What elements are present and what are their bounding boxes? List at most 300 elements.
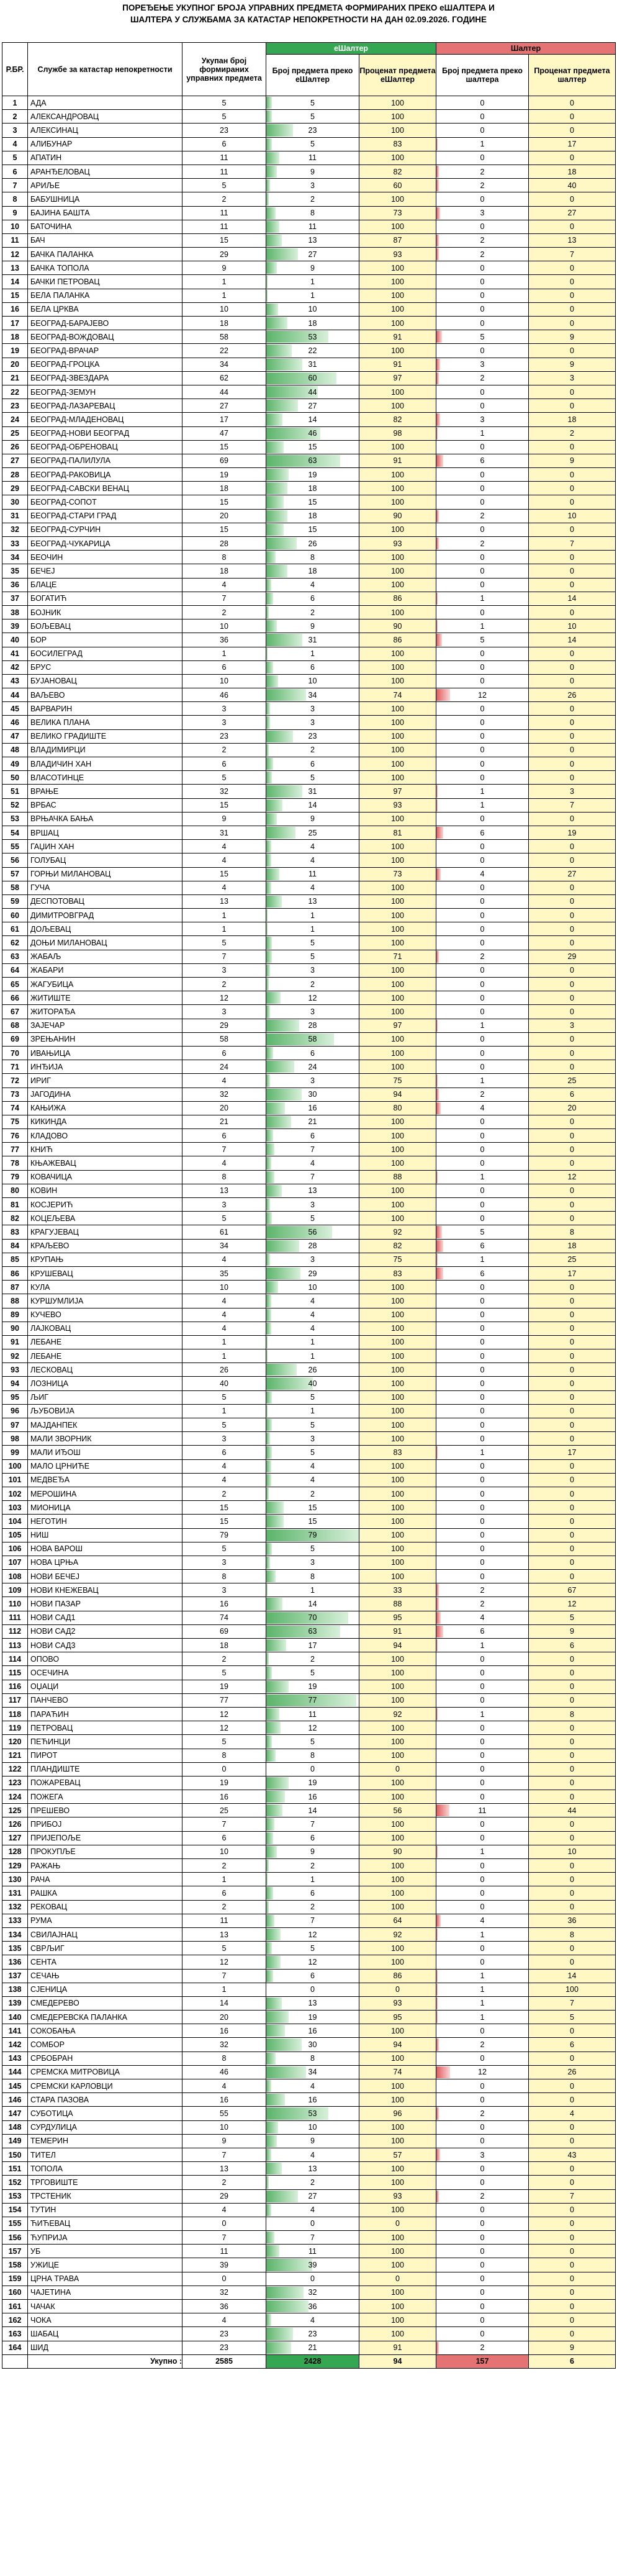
cell-ukupno: 18 bbox=[182, 317, 266, 330]
cell-s-broj: 1 bbox=[436, 426, 529, 440]
esalter-data-bar bbox=[266, 909, 268, 921]
cell-sluzba: ПОЖЕГА bbox=[28, 1790, 182, 1804]
cell-s-proc: 0 bbox=[529, 1418, 616, 1432]
cell-s-proc: 25 bbox=[529, 1253, 616, 1266]
cell-rb: 70 bbox=[2, 1046, 28, 1060]
cell-e-proc: 100 bbox=[359, 1404, 436, 1418]
table-row bbox=[2, 1115, 616, 1128]
cell-ukupno: 7 bbox=[182, 2148, 266, 2161]
cell-sluzba: ПЛАНДИШТЕ bbox=[28, 1762, 182, 1776]
cell-e-proc: 100 bbox=[359, 1212, 436, 1225]
esalter-data-bar bbox=[266, 716, 270, 728]
cell-ukupno: 35 bbox=[182, 1266, 266, 1280]
table-row bbox=[2, 1281, 616, 1294]
cell-e-proc: 100 bbox=[359, 2327, 436, 2341]
cell-e-proc: 93 bbox=[359, 537, 436, 551]
salter-data-bar bbox=[436, 1915, 441, 1927]
cell-s-broj: 0 bbox=[436, 1129, 529, 1143]
salter-data-bar bbox=[436, 1970, 438, 1982]
cell-sluzba: АРИЉЕ bbox=[28, 179, 182, 192]
cell-e-proc: 100 bbox=[359, 1390, 436, 1404]
cell-rb: 50 bbox=[2, 771, 28, 785]
cell-s-broj: 0 bbox=[436, 605, 529, 619]
cell-sluzba: КУЧЕВО bbox=[28, 1308, 182, 1322]
esalter-data-bar bbox=[266, 1474, 271, 1486]
cell-s-proc: 0 bbox=[529, 482, 616, 495]
salter-data-bar bbox=[436, 1846, 438, 1858]
cell-e-proc: 100 bbox=[359, 2093, 436, 2107]
cell-rb: 1 bbox=[2, 96, 28, 110]
cell-s-broj: 11 bbox=[436, 1804, 529, 1817]
cell-s-proc: 25 bbox=[529, 1074, 616, 1088]
esalter-data-bar bbox=[266, 1350, 268, 1362]
cell-e-proc: 100 bbox=[359, 2203, 436, 2217]
cell-s-broj: 12 bbox=[436, 688, 529, 702]
cell-s-proc: 0 bbox=[529, 2313, 616, 2327]
cell-s-broj: 0 bbox=[436, 757, 529, 771]
cell-e-broj: 12 bbox=[266, 1927, 359, 1941]
cell-e-broj: 5 bbox=[266, 1390, 359, 1404]
cell-s-broj: 0 bbox=[436, 1432, 529, 1446]
cell-e-proc: 100 bbox=[359, 578, 436, 592]
cell-rb: 154 bbox=[2, 2203, 28, 2217]
cell-e-proc: 100 bbox=[359, 261, 436, 275]
table-row bbox=[2, 1969, 616, 1983]
cell-s-proc: 0 bbox=[529, 1859, 616, 1873]
cell-s-proc: 0 bbox=[529, 1349, 616, 1363]
cell-rb: 118 bbox=[2, 1707, 28, 1721]
cell-sluzba: СМЕДЕРЕВО bbox=[28, 1996, 182, 2010]
salter-data-bar bbox=[436, 538, 439, 549]
cell-e-broj: 6 bbox=[266, 1831, 359, 1845]
cell-s-broj: 4 bbox=[436, 867, 529, 881]
cell-s-proc: 19 bbox=[529, 826, 616, 839]
cell-rb: 124 bbox=[2, 1790, 28, 1804]
cell-rb: 125 bbox=[2, 1804, 28, 1817]
esalter-data-bar bbox=[266, 1653, 269, 1665]
cell-rb: 99 bbox=[2, 1446, 28, 1459]
cell-e-broj: 3 bbox=[266, 1432, 359, 1446]
table-row bbox=[2, 413, 616, 426]
cell-sluzba: ЉИГ bbox=[28, 1390, 182, 1404]
cell-s-proc: 0 bbox=[529, 151, 616, 164]
esalter-data-bar bbox=[266, 1750, 276, 1762]
cell-e-proc: 57 bbox=[359, 2148, 436, 2161]
cell-s-proc: 0 bbox=[529, 578, 616, 592]
esalter-data-bar bbox=[266, 1626, 340, 1637]
cell-e-proc: 60 bbox=[359, 179, 436, 192]
cell-s-proc: 0 bbox=[529, 757, 616, 771]
cell-sluzba: КУРШУМЛИЈА bbox=[28, 1294, 182, 1308]
table-row bbox=[2, 2258, 616, 2272]
cell-rb: 33 bbox=[2, 537, 28, 551]
cell-e-proc: 100 bbox=[359, 110, 436, 124]
cell-ukupno: 1 bbox=[182, 647, 266, 660]
cell-e-broj: 17 bbox=[266, 1639, 359, 1652]
cell-s-broj: 1 bbox=[436, 1707, 529, 1721]
cell-e-proc: 81 bbox=[359, 826, 436, 839]
cell-rb: 147 bbox=[2, 2107, 28, 2120]
cell-ukupno: 3 bbox=[182, 1583, 266, 1597]
cell-s-proc: 0 bbox=[529, 1115, 616, 1128]
cell-e-proc: 100 bbox=[359, 385, 436, 399]
cell-sluzba: БЕОГРАД-СУРЧИН bbox=[28, 523, 182, 536]
cell-ukupno: 58 bbox=[182, 1032, 266, 1046]
esalter-data-bar bbox=[266, 2287, 304, 2299]
cell-rb: 121 bbox=[2, 1749, 28, 1762]
cell-s-broj: 0 bbox=[436, 344, 529, 358]
cell-e-broj: 4 bbox=[266, 2203, 359, 2217]
cell-rb: 83 bbox=[2, 1225, 28, 1239]
table-row bbox=[2, 1955, 616, 1969]
salter-data-bar bbox=[436, 2066, 450, 2078]
esalter-data-bar bbox=[266, 1254, 270, 1266]
cell-s-proc: 0 bbox=[529, 1542, 616, 1556]
esalter-data-bar bbox=[266, 2300, 308, 2312]
cell-sluzba: ТИТЕЛ bbox=[28, 2148, 182, 2161]
cell-s-proc: 0 bbox=[529, 963, 616, 977]
cell-sluzba: СУРДУЛИЦА bbox=[28, 2120, 182, 2134]
cell-ukupno: 6 bbox=[182, 660, 266, 674]
cell-s-broj: 1 bbox=[436, 1253, 529, 1266]
table-row bbox=[2, 991, 616, 1005]
cell-e-proc: 100 bbox=[359, 289, 436, 302]
esalter-data-bar bbox=[266, 1777, 289, 1789]
cell-sluzba: УБ bbox=[28, 2245, 182, 2258]
esalter-data-bar bbox=[266, 166, 277, 178]
cell-ukupno: 3 bbox=[182, 963, 266, 977]
cell-sluzba: ТЕМЕРИН bbox=[28, 2134, 182, 2148]
cell-s-proc: 14 bbox=[529, 592, 616, 605]
table-row bbox=[2, 137, 616, 151]
cell-rb: 53 bbox=[2, 812, 28, 826]
cell-sluzba: ВЛАДИЧИН ХАН bbox=[28, 757, 182, 771]
table-row bbox=[2, 1721, 616, 1735]
cell-ukupno: 15 bbox=[182, 798, 266, 812]
cell-s-broj: 0 bbox=[436, 2024, 529, 2038]
table-row bbox=[2, 495, 616, 509]
cell-e-proc: 100 bbox=[359, 1817, 436, 1831]
cell-ukupno: 15 bbox=[182, 495, 266, 509]
cell-sluzba: БЕОГРАД-ГРОЦКА bbox=[28, 358, 182, 371]
cell-rb: 138 bbox=[2, 1983, 28, 1996]
esalter-data-bar bbox=[266, 1268, 300, 1279]
cell-e-proc: 100 bbox=[359, 1377, 436, 1390]
cell-e-proc: 100 bbox=[359, 1666, 436, 1680]
table-row bbox=[2, 1515, 616, 1528]
cell-ukupno: 1 bbox=[182, 1983, 266, 1996]
esalter-data-bar bbox=[266, 2107, 328, 2119]
table-row bbox=[2, 289, 616, 302]
cell-e-broj: 0 bbox=[266, 1983, 359, 1996]
cell-s-proc: 0 bbox=[529, 468, 616, 482]
cell-ukupno: 23 bbox=[182, 2327, 266, 2341]
cell-ukupno: 77 bbox=[182, 1693, 266, 1707]
cell-sluzba: МАЛО ЦРНИЋЕ bbox=[28, 1459, 182, 1473]
cell-e-broj: 22 bbox=[266, 344, 359, 358]
cell-e-broj: 63 bbox=[266, 1624, 359, 1638]
cell-s-broj: 0 bbox=[436, 853, 529, 867]
cell-s-broj: 2 bbox=[436, 509, 529, 523]
cell-sluzba: ЧАЧАК bbox=[28, 2300, 182, 2313]
table-row bbox=[2, 1459, 616, 1473]
totals-spacer bbox=[2, 2354, 28, 2368]
cell-s-proc: 0 bbox=[529, 1432, 616, 1446]
cell-s-broj: 1 bbox=[436, 1019, 529, 1032]
cell-rb: 96 bbox=[2, 1404, 28, 1418]
cell-sluzba: БАЧКА ТОПОЛА bbox=[28, 261, 182, 275]
cell-e-proc: 94 bbox=[359, 2038, 436, 2051]
cell-e-proc: 100 bbox=[359, 192, 436, 206]
cell-e-proc: 0 bbox=[359, 1983, 436, 1996]
cell-s-broj: 0 bbox=[436, 495, 529, 509]
cell-rb: 163 bbox=[2, 2327, 28, 2341]
cell-rb: 6 bbox=[2, 164, 28, 178]
cell-s-proc: 0 bbox=[529, 702, 616, 716]
cell-e-broj: 31 bbox=[266, 633, 359, 647]
salter-data-bar bbox=[436, 455, 443, 467]
cell-sluzba: ПРИБОЈ bbox=[28, 1817, 182, 1831]
cell-s-proc: 67 bbox=[529, 1583, 616, 1597]
salter-data-bar bbox=[436, 1626, 443, 1637]
cell-s-broj: 6 bbox=[436, 826, 529, 839]
cell-rb: 13 bbox=[2, 261, 28, 275]
cell-e-broj: 28 bbox=[266, 1239, 359, 1253]
cell-sluzba: КОВАЧИЦА bbox=[28, 1170, 182, 1184]
cell-e-broj: 4 bbox=[266, 2148, 359, 2161]
cell-e-proc: 90 bbox=[359, 509, 436, 523]
cell-s-proc: 0 bbox=[529, 2051, 616, 2065]
cell-e-proc: 73 bbox=[359, 867, 436, 881]
cell-e-broj: 2 bbox=[266, 978, 359, 991]
cell-e-broj: 18 bbox=[266, 317, 359, 330]
esalter-data-bar bbox=[266, 1461, 271, 1472]
table-row bbox=[2, 619, 616, 633]
cell-ukupno: 7 bbox=[182, 1817, 266, 1831]
cell-e-broj: 14 bbox=[266, 1804, 359, 1817]
esalter-data-bar bbox=[266, 772, 272, 783]
cell-s-broj: 6 bbox=[436, 1266, 529, 1280]
cell-s-proc: 0 bbox=[529, 1680, 616, 1693]
cell-s-proc: 0 bbox=[529, 1790, 616, 1804]
cell-e-broj: 4 bbox=[266, 1473, 359, 1487]
cell-sluzba: БЕОЧИН bbox=[28, 551, 182, 564]
cell-s-proc: 8 bbox=[529, 1225, 616, 1239]
table-row bbox=[2, 2038, 616, 2051]
cell-s-broj: 0 bbox=[436, 840, 529, 853]
cell-e-broj: 60 bbox=[266, 371, 359, 385]
cell-sluzba: БЕОГРАД-ОБРЕНОВАЦ bbox=[28, 440, 182, 454]
esalter-data-bar bbox=[266, 1681, 289, 1693]
table-row bbox=[2, 124, 616, 137]
cell-sluzba: БЕЛА ЦРКВА bbox=[28, 302, 182, 316]
cell-e-proc: 100 bbox=[359, 495, 436, 509]
esalter-data-bar bbox=[266, 2038, 302, 2050]
cell-ukupno: 58 bbox=[182, 330, 266, 344]
cell-e-proc: 80 bbox=[359, 1101, 436, 1115]
cell-e-proc: 94 bbox=[359, 1639, 436, 1652]
cell-sluzba: ГУЧА bbox=[28, 881, 182, 894]
cell-e-broj: 4 bbox=[266, 2313, 359, 2327]
cell-rb: 19 bbox=[2, 344, 28, 358]
esalter-data-bar bbox=[266, 1047, 273, 1059]
cell-e-broj: 19 bbox=[266, 1776, 359, 1790]
cell-e-proc: 91 bbox=[359, 358, 436, 371]
table-row bbox=[2, 2051, 616, 2065]
esalter-data-bar bbox=[266, 1240, 299, 1252]
salter-data-bar bbox=[436, 2149, 440, 2161]
esalter-data-bar bbox=[266, 1639, 286, 1651]
cell-s-broj: 0 bbox=[436, 1322, 529, 1335]
table-row bbox=[2, 1170, 616, 1184]
table-row bbox=[2, 1418, 616, 1432]
cell-e-proc: 100 bbox=[359, 1184, 436, 1197]
cell-s-broj: 3 bbox=[436, 206, 529, 220]
cell-sluzba: БЕЛА ПАЛАНКА bbox=[28, 289, 182, 302]
cell-ukupno: 3 bbox=[182, 1556, 266, 1569]
salter-data-bar bbox=[436, 1929, 438, 1940]
cell-e-broj: 3 bbox=[266, 702, 359, 716]
cell-e-proc: 100 bbox=[359, 1556, 436, 1569]
cell-sluzba: КОСЈЕРИЋ bbox=[28, 1198, 182, 1212]
cell-e-broj: 2 bbox=[266, 1652, 359, 1666]
cell-s-broj: 0 bbox=[436, 261, 529, 275]
cell-ukupno: 36 bbox=[182, 2300, 266, 2313]
cell-sluzba: ЛЕБАНЕ bbox=[28, 1349, 182, 1363]
cell-sluzba: БОЉЕВАЦ bbox=[28, 619, 182, 633]
cell-s-broj: 0 bbox=[436, 2079, 529, 2093]
cell-e-proc: 100 bbox=[359, 1501, 436, 1515]
cell-s-broj: 0 bbox=[436, 2217, 529, 2230]
cell-rb: 65 bbox=[2, 978, 28, 991]
cell-sluzba: ЧОКА bbox=[28, 2313, 182, 2327]
cell-e-broj: 3 bbox=[266, 1005, 359, 1019]
cell-e-proc: 100 bbox=[359, 1680, 436, 1693]
table-row bbox=[2, 2162, 616, 2176]
cell-s-broj: 0 bbox=[436, 578, 529, 592]
cell-s-broj: 4 bbox=[436, 1611, 529, 1624]
esalter-data-bar bbox=[266, 1419, 272, 1431]
esalter-data-bar bbox=[266, 1708, 279, 1720]
cell-sluzba: ЦРНА ТРАВА bbox=[28, 2272, 182, 2286]
cell-rb: 24 bbox=[2, 413, 28, 426]
table-row bbox=[2, 936, 616, 950]
esalter-data-bar bbox=[266, 1364, 297, 1376]
cell-rb: 74 bbox=[2, 1101, 28, 1115]
cell-sluzba: БОЈНИК bbox=[28, 605, 182, 619]
cell-e-proc: 100 bbox=[359, 399, 436, 413]
table-row bbox=[2, 771, 616, 785]
esalter-data-bar bbox=[266, 2191, 298, 2202]
cell-s-broj: 4 bbox=[436, 1101, 529, 1115]
cell-rb: 42 bbox=[2, 660, 28, 674]
cell-e-proc: 100 bbox=[359, 1322, 436, 1335]
salter-data-bar bbox=[436, 2011, 438, 2023]
cell-sluzba: ПАРАЋИН bbox=[28, 1707, 182, 1721]
cell-rb: 76 bbox=[2, 1129, 28, 1143]
esalter-data-bar bbox=[266, 1116, 291, 1128]
cell-e-proc: 100 bbox=[359, 853, 436, 867]
cell-sluzba: КРАЉЕВО bbox=[28, 1239, 182, 1253]
esalter-data-bar bbox=[266, 1405, 268, 1417]
cell-sluzba: БЕОГРАД-БАРАЈЕВО bbox=[28, 317, 182, 330]
table-row bbox=[2, 1019, 616, 1032]
cell-e-proc: 100 bbox=[359, 1749, 436, 1762]
cell-ukupno: 4 bbox=[182, 578, 266, 592]
header-sluzba: Службе за катастар непокретности bbox=[28, 43, 182, 96]
cell-ukupno: 1 bbox=[182, 922, 266, 936]
cell-s-proc: 0 bbox=[529, 302, 616, 316]
cell-ukupno: 2 bbox=[182, 1900, 266, 1914]
cell-rb: 78 bbox=[2, 1156, 28, 1170]
cell-e-proc: 100 bbox=[359, 647, 436, 660]
cell-rb: 142 bbox=[2, 2038, 28, 2051]
cell-ukupno: 4 bbox=[182, 853, 266, 867]
cell-e-proc: 100 bbox=[359, 1873, 436, 1886]
cell-s-broj: 0 bbox=[436, 1308, 529, 1322]
cell-rb: 114 bbox=[2, 1652, 28, 1666]
cell-s-proc: 0 bbox=[529, 523, 616, 536]
cell-s-broj: 1 bbox=[436, 1845, 529, 1858]
table-row bbox=[2, 633, 616, 647]
cell-sluzba: ЛОЗНИЦА bbox=[28, 1377, 182, 1390]
cell-sluzba: НОВА ЦРЊА bbox=[28, 1556, 182, 1569]
cell-s-broj: 0 bbox=[436, 1349, 529, 1363]
cell-ukupno: 55 bbox=[182, 2107, 266, 2120]
table-row bbox=[2, 151, 616, 164]
esalter-data-bar bbox=[266, 992, 281, 1004]
cell-e-proc: 100 bbox=[359, 1115, 436, 1128]
cell-s-proc: 0 bbox=[529, 1473, 616, 1487]
cell-s-broj: 0 bbox=[436, 909, 529, 922]
cell-rb: 10 bbox=[2, 220, 28, 233]
esalter-data-bar bbox=[266, 1722, 281, 1734]
cell-s-broj: 0 bbox=[436, 1666, 529, 1680]
esalter-data-bar bbox=[266, 813, 277, 825]
cell-rb: 87 bbox=[2, 1281, 28, 1294]
table-row bbox=[2, 1432, 616, 1446]
cell-s-broj: 0 bbox=[436, 2162, 529, 2176]
cell-e-broj: 1 bbox=[266, 1583, 359, 1597]
esalter-data-bar bbox=[266, 799, 282, 811]
table-row bbox=[2, 2313, 616, 2327]
cell-e-proc: 100 bbox=[359, 1294, 436, 1308]
cell-rb: 72 bbox=[2, 1074, 28, 1088]
cell-sluzba: РЕКОВАЦ bbox=[28, 1900, 182, 1914]
cell-rb: 144 bbox=[2, 2065, 28, 2079]
table-row bbox=[2, 1225, 616, 1239]
cell-e-broj: 18 bbox=[266, 482, 359, 495]
esalter-data-bar bbox=[266, 2231, 274, 2243]
table-row bbox=[2, 426, 616, 440]
cell-ukupno: 10 bbox=[182, 302, 266, 316]
cell-e-proc: 98 bbox=[359, 426, 436, 440]
table-row bbox=[2, 537, 616, 551]
cell-sluzba: КОВИН bbox=[28, 1184, 182, 1197]
cell-e-broj: 5 bbox=[266, 1446, 359, 1459]
cell-s-proc: 0 bbox=[529, 991, 616, 1005]
esalter-data-bar bbox=[266, 207, 276, 219]
cell-rb: 150 bbox=[2, 2148, 28, 2161]
table-row bbox=[2, 1446, 616, 1459]
salter-data-bar bbox=[436, 359, 440, 371]
esalter-data-bar bbox=[266, 923, 268, 935]
table-row bbox=[2, 1143, 616, 1156]
cell-sluzba: БОР bbox=[28, 633, 182, 647]
salter-data-bar bbox=[436, 331, 442, 343]
cell-ukupno: 12 bbox=[182, 1721, 266, 1735]
cell-e-broj: 13 bbox=[266, 1996, 359, 2010]
